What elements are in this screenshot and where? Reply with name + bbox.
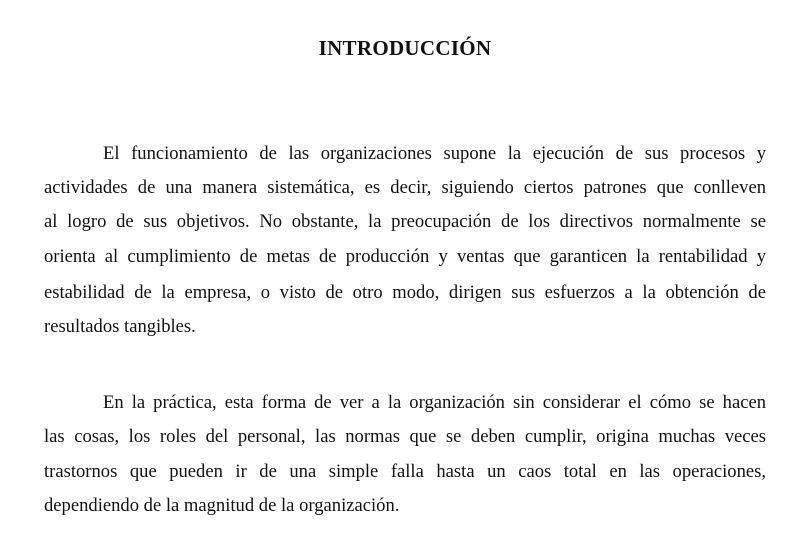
paragraph-line: las cosas, los roles del personal, las normas que se deben cumplir, origina muchas veces [44,426,766,447]
paragraph-line: dependiendo de la magnitud de la organización. [44,495,400,516]
paragraph-line: resultados tangibles. [44,316,196,337]
paragraph-line: estabilidad de la empresa, o visto de otro modo, dirigen sus esfuerzos a la obtención de [44,282,766,303]
page-title: INTRODUCCIÓN [318,36,492,60]
paragraph-line: El funcionamiento de las organizaciones supone la ejecución de sus procesos y [103,143,766,164]
paragraph-line: orienta al cumplimiento de metas de producción y ventas que garanticen la rentabilidad y [44,246,766,267]
paragraph-line: trastornos que pueden ir de una simple falla hasta un caos total en las operaciones, [44,461,766,482]
paragraph-line: actividades de una manera sistemática, es decir, siguiendo ciertos patrones que conlleven [44,177,766,198]
paragraph-line: al logro de sus objetivos. No obstante, la preocupación de los directivos normalmente se [44,211,766,232]
paragraph-line: En la práctica, esta forma de ver a la organización sin considerar el cómo se hacen [103,392,766,413]
